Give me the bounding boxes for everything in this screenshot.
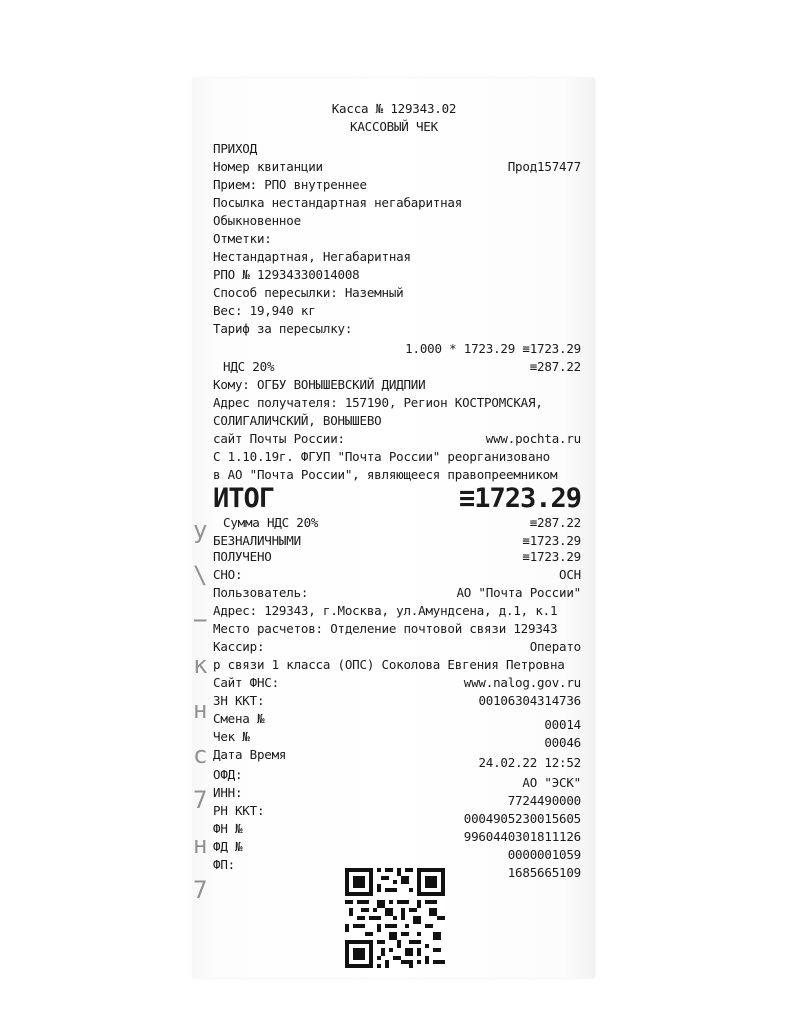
cashier-name: р связи 1 класса (ОПС) Соколова Евгения Петровна bbox=[213, 657, 565, 672]
tariff-calculation: 1.000 * 1723.29 ≡1723.29 bbox=[405, 341, 581, 356]
totals-row: Пользователь: АО "Почта России" bbox=[213, 585, 581, 600]
fiscal-row: РН ККТ: 0004905230015605 bbox=[213, 803, 581, 826]
fiscal-row: ФН № 9960440301811126 bbox=[213, 821, 581, 844]
receipt-number-row: Номер квитанции Прод157477 bbox=[213, 159, 581, 174]
totals-row: Сумма НДС 20% ≡287.22 bbox=[223, 515, 581, 530]
fiscal-row: Дата Время 24.02.22 12:52 bbox=[213, 747, 581, 770]
bleed-through-text: у \ − к н с 7 н 7 bbox=[193, 516, 208, 904]
fiscal-row: ЗН ККТ: 00106304314736 bbox=[213, 693, 581, 708]
rpo-number: РПО № 12934330014008 bbox=[213, 267, 360, 282]
fiscal-row: Сайт ФНС: www.nalog.gov.ru bbox=[213, 675, 581, 690]
fiscal-row: Смена № 00014 bbox=[213, 711, 581, 732]
marks-label: Отметки: bbox=[213, 231, 272, 246]
register-number: Касса № 129343.02 bbox=[331, 101, 457, 116]
settlement-place: Место расчетов: Отделение почтовой связи 129343 bbox=[213, 621, 558, 636]
item-name: Посылка нестандартная негабаритная bbox=[213, 195, 463, 210]
fiscal-row: Чек № 00046 bbox=[213, 729, 581, 750]
fiscal-row: ФП: 1685665109 bbox=[213, 857, 581, 880]
fiscal-row: ИНН: 7724490000 bbox=[213, 785, 581, 808]
site-row: сайт Почты России: www.pochta.ru bbox=[213, 431, 581, 446]
fiscal-row: ОФД: АО "ЭСК" bbox=[213, 767, 581, 790]
fiscal-row: ФД № 0000001059 bbox=[213, 839, 581, 862]
recipient: Кому: ОГБУ ВОНЫШЕВСКИЙ ДИДПИИ bbox=[213, 377, 426, 392]
notice-line-1: С 1.10.19г. ФГУП "Почта России" реорганизовано bbox=[213, 449, 550, 464]
parcel-weight: Вес: 19,940 кг bbox=[213, 303, 316, 318]
totals-row: СНО: ОСН bbox=[213, 567, 581, 582]
vat-row: НДС 20% ≡287.22 bbox=[223, 359, 581, 374]
reception-row: Прием: РПО внутреннее bbox=[213, 177, 367, 192]
receipt-type: КАССОВЫЙ ЧЕК bbox=[350, 119, 438, 134]
cash-receipt bbox=[193, 78, 595, 978]
recipient-address-1: Адрес получателя: 157190, Регион КОСТРОМСКАЯ, bbox=[213, 395, 543, 410]
totals-row: БЕЗНАЛИЧНЫМИ ≡1723.29 bbox=[213, 533, 581, 548]
notice-line-2: в АО "Почта России", являющееся правопреемником bbox=[213, 467, 558, 482]
cashier-row: Кассир: Операто bbox=[213, 639, 581, 654]
qr-code-icon bbox=[345, 868, 445, 968]
marks-value: Нестандартная, Негабаритная bbox=[213, 249, 411, 264]
operation-type: ПРИХОД bbox=[213, 141, 257, 156]
item-kind: Обыкновенное bbox=[213, 213, 301, 228]
tariff-label: Тариф за пересылку: bbox=[213, 321, 353, 336]
total-row: ИТОГ ≡1723.29 bbox=[213, 483, 581, 514]
seller-address: Адрес: 129343, г.Москва, ул.Амундсена, д.1, к.1 bbox=[213, 603, 558, 618]
shipping-method: Способ пересылки: Наземный bbox=[213, 285, 404, 300]
recipient-address-2: СОЛИГАЛИЧСКИЙ, ВОНЫШЕВО bbox=[213, 413, 382, 428]
totals-row: ПОЛУЧЕНО ≡1723.29 bbox=[213, 549, 581, 564]
